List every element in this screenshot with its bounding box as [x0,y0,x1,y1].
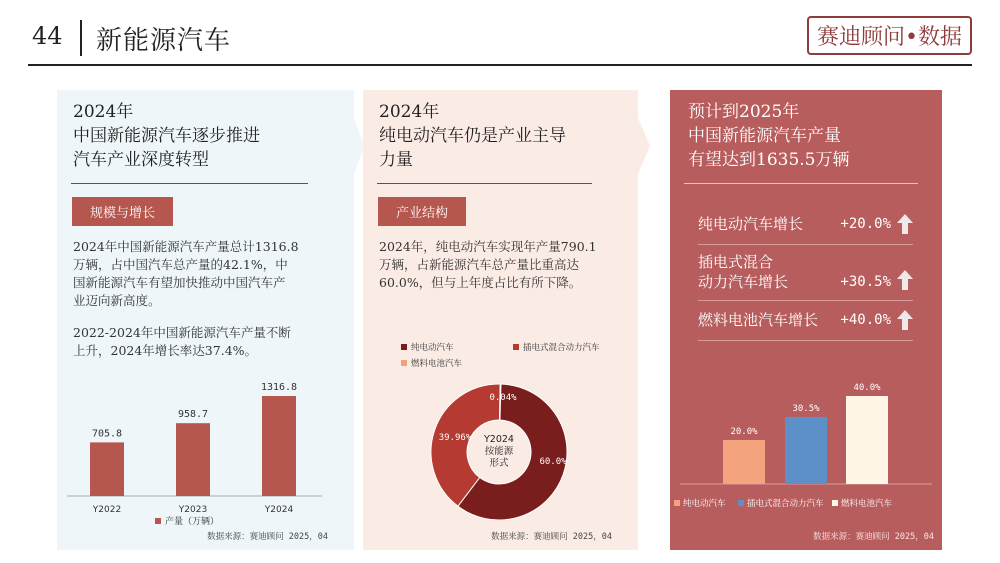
legend-label: 插电式混合动力汽车 [523,343,600,353]
panel3-title-line: 有望达到1635.5万辆 [688,150,850,170]
legend-label: 燃料电池汽车 [841,499,893,509]
data-label: 0.04% [489,393,517,403]
panel1-title-line: 2024年 [73,102,134,122]
text-line: 万辆，占中国汽车总产量的42.1%，中 [73,257,288,272]
panel2-title-line: 2024年 [379,102,440,122]
legend-swatch [832,500,838,506]
growth-divider [698,340,913,341]
title-divider [80,20,82,56]
panel2-tag: 产业结构 [378,197,466,226]
text-line: 60.0%，但与上年度占比有所下降。 [379,275,582,290]
header-rule [28,64,972,66]
donut-center-label: Y2024 [484,434,514,445]
up-arrow-icon [897,214,913,234]
flow-arrow [638,118,650,174]
legend-swatch [674,500,680,506]
bar [176,423,210,496]
panel1-title-line: 中国新能源汽车逐步推进 [73,126,260,146]
page-number: 44 [32,22,63,50]
growth-label-line: 插电式混合 [698,253,774,271]
legend-label: 插电式混合动力汽车 [747,499,824,509]
data-label: 1316.8 [260,382,298,393]
growth-divider [698,244,913,245]
panel2-divider [377,183,592,184]
up-arrow-icon [897,270,913,290]
growth-label: 纯电动汽车增长 [698,215,804,233]
legend-swatch [513,344,519,350]
donut-center-label: 形式 [489,458,509,469]
growth-forecast-bar-chart [670,370,942,520]
legend-label: 纯电动汽车 [683,499,726,509]
panel1-paragraph-2 [73,324,328,360]
data-label: 705.8 [91,428,123,440]
panel2-source: 数据来源：赛迪顾问 2025，04 [491,532,612,542]
panel1-divider [71,183,308,184]
text-line: 国新能源汽车有望加快推动中国汽车产 [73,275,286,290]
up-arrow-icon [897,310,913,330]
panel2-paragraph [379,238,634,292]
energy-type-donut-chart [363,340,638,520]
legend-label: 燃料电池汽车 [411,359,463,369]
panel1-title-line: 汽车产业深度转型 [73,150,209,170]
panel3-title-line: 预计到2025年 [688,102,800,122]
growth-value: +20.0% [840,216,891,232]
brand-logo: 赛迪顾问•数据 [807,16,972,55]
text-line: 2022-2024年中国新能源汽车产量不断 [73,325,291,340]
bar [90,442,124,496]
panel1-paragraph [73,238,328,310]
growth-label [698,252,788,292]
text-line: 上升，2024年增长率达37.4%。 [73,343,258,358]
panel3-title [688,100,849,172]
legend-swatch [738,500,744,506]
panel3-divider [684,183,918,184]
panel1-source: 数据来源：赛迪顾问 2025，04 [207,532,328,542]
legend-swatch [401,344,407,350]
data-label: 20.0% [730,427,758,437]
panel-scale-growth [57,90,354,550]
panel2-title [379,100,566,172]
text-line: 2024年，纯电动汽车实现年产量790.1 [379,239,597,254]
x-tick-label: Y2024 [264,505,294,515]
growth-label: 燃料电池汽车增长 [698,311,819,329]
bar [785,417,827,484]
x-tick-label: Y2023 [178,505,208,515]
legend-label: 纯电动汽车 [411,343,454,353]
bar [846,396,888,484]
donut-center-label: 按能源 [484,446,514,457]
data-label: 40.0% [853,383,881,393]
panel1-tag: 规模与增长 [72,197,173,226]
production-bar-chart [57,370,354,530]
panel3-source: 数据来源：赛迪顾问 2025，04 [813,532,934,542]
data-label: 60.0% [539,457,567,467]
legend-swatch [155,518,161,524]
bar [262,396,296,496]
panel2-title-line: 纯电动汽车仍是产业主导 [379,126,566,146]
panel-industry-structure [363,90,638,550]
legend-label: 产量（万辆） [165,517,220,527]
legend-swatch [401,360,407,366]
text-line: 万辆，占新能源汽车总产量比重高达 [379,257,580,272]
text-line: 2024年中国新能源汽车产量总计1316.8 [73,239,299,254]
page-title: 新能源汽车 [96,26,232,56]
growth-divider [698,300,913,301]
text-line: 业迈向新高度。 [73,293,161,308]
panel3-title-line: 中国新能源汽车产量 [688,126,841,146]
panel2-title-line: 力量 [379,150,413,170]
bar [723,440,765,484]
x-tick-label: Y2022 [92,505,122,515]
data-label: 39.96% [438,433,472,443]
panel-forecast-2025 [670,90,942,550]
growth-value: +40.0% [840,312,891,328]
data-label: 958.7 [177,409,209,421]
growth-value: +30.5% [840,274,891,290]
growth-label-line: 动力汽车增长 [698,273,789,291]
data-label: 30.5% [792,403,820,414]
panel1-title [73,100,260,172]
